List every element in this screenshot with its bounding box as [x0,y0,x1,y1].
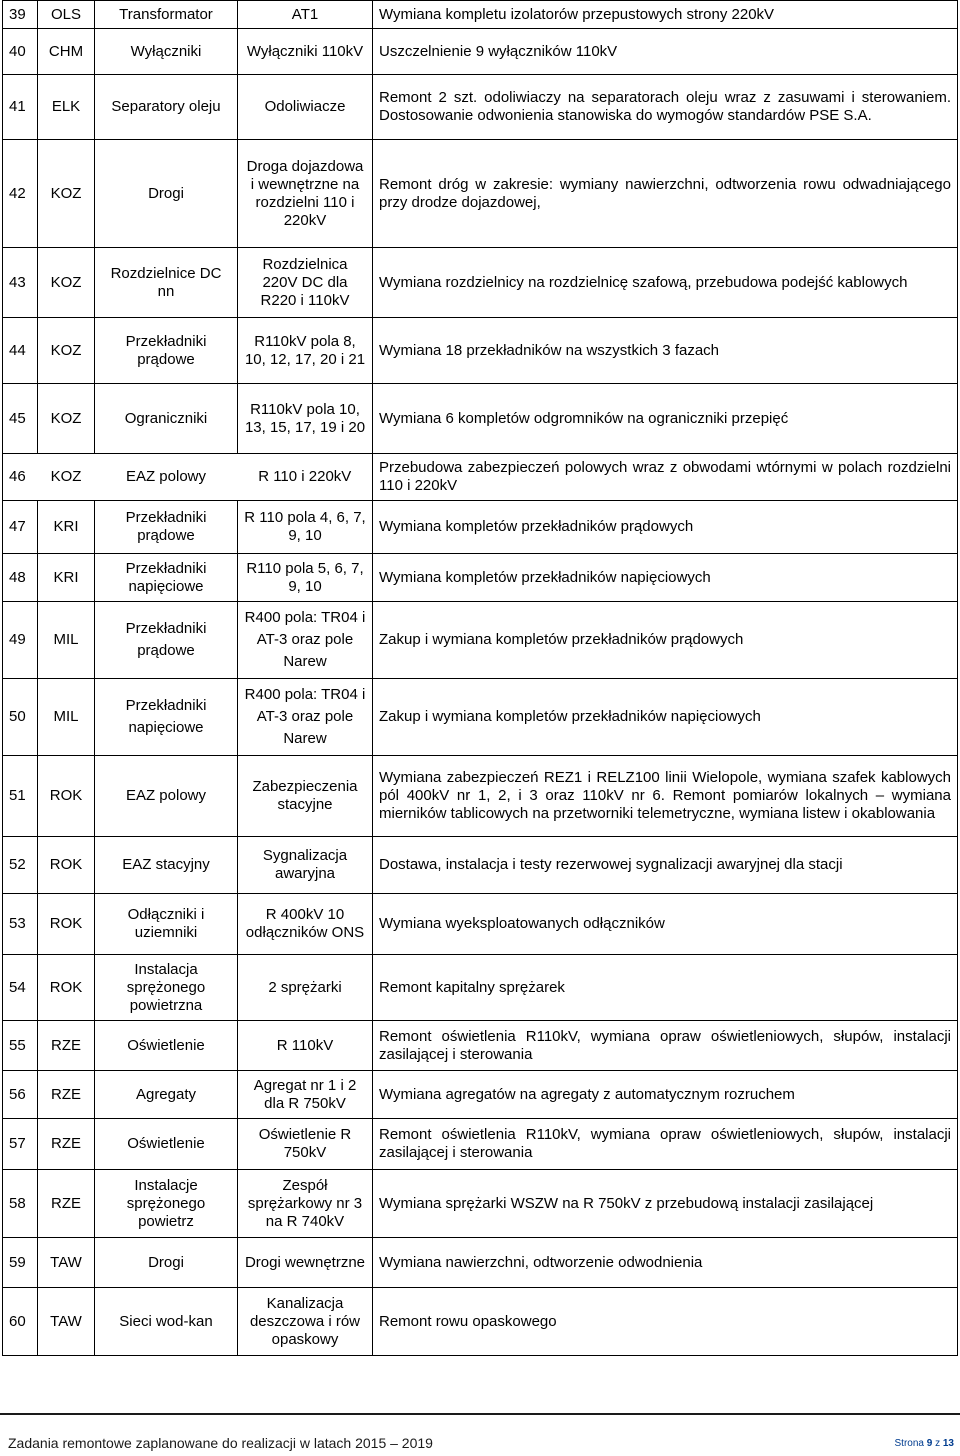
cell-device-type: Agregaty [95,1071,238,1119]
table-row [3,29,958,75]
cell-location: Wyłączniki 110kV [238,29,373,75]
cell-location: Zespół sprężarkowy nr 3 na R 740kV [238,1170,373,1238]
cell-station-code: TAW [38,1288,95,1356]
cell-location: Drogi wewnętrzne [238,1238,373,1288]
cell-device-type: EAZ stacyjny [95,837,238,894]
cell-device-type: Odłączniki i uziemniki [95,894,238,955]
cell-station-code: KOZ [38,454,95,501]
cell-description: Wymiana 18 przekładników na wszystkich 3 fazach [373,318,958,384]
table-row [3,894,958,955]
cell-description: Wymiana kompletów przekładników prądowych [373,501,958,554]
cell-number: 54 [3,955,38,1021]
table-row [3,384,958,454]
cell-description: Wymiana wyeksploatowanych odłączników [373,894,958,955]
table-row [3,756,958,837]
table-row [3,1,958,29]
cell-description: Wymiana agregatów na agregaty z automatycznym rozruchem [373,1071,958,1119]
cell-station-code: ROK [38,837,95,894]
cell-station-code: RZE [38,1021,95,1071]
cell-station-code: ROK [38,756,95,837]
cell-location: Oświetlenie R 750kV [238,1119,373,1170]
cell-number: 60 [3,1288,38,1356]
cell-number: 43 [3,248,38,318]
cell-description: Zakup i wymiana kompletów przekładników napięciowych [373,679,958,756]
cell-device-type: Sieci wod-kan [95,1288,238,1356]
table-row [3,318,958,384]
cell-location: R110kV pola 10, 13, 15, 17, 19 i 20 [238,384,373,454]
cell-description: Remont rowu opaskowego [373,1288,958,1356]
cell-location: Sygnalizacja awaryjna [238,837,373,894]
cell-station-code: MIL [38,602,95,679]
table-row [3,1071,958,1119]
table-row [3,1021,958,1071]
cell-description: Zakup i wymiana kompletów przekładników prądowych [373,602,958,679]
cell-number: 53 [3,894,38,955]
cell-location: Rozdzielnica 220V DC dla R220 i 110kV [238,248,373,318]
cell-device-type: Oświetlenie [95,1119,238,1170]
cell-station-code: KRI [38,501,95,554]
cell-number: 39 [3,1,38,29]
cell-device-type: Instalacje sprężonego powietrz [95,1170,238,1238]
page-sep: z [935,1438,941,1449]
cell-number: 50 [3,679,38,756]
cell-device-type: Transformator [95,1,238,29]
cell-station-code: RZE [38,1119,95,1170]
cell-station-code: ELK [38,75,95,140]
table-row [3,1238,958,1288]
footer-separator [0,1413,960,1415]
cell-number: 51 [3,756,38,837]
cell-location: R110kV pola 8, 10, 12, 17, 20 i 21 [238,318,373,384]
cell-device-type: Drogi [95,140,238,248]
maintenance-tasks-table [2,0,958,1356]
cell-number: 52 [3,837,38,894]
cell-number: 42 [3,140,38,248]
cell-location: Agregat nr 1 i 2 dla R 750kV [238,1071,373,1119]
cell-station-code: RZE [38,1071,95,1119]
table-row [3,837,958,894]
table-row [3,554,958,602]
cell-number: 49 [3,602,38,679]
cell-description: Remont oświetlenia R110kV, wymiana opraw oświetleniowych, słupów, instalacji zasilającej i sterowania [373,1021,958,1071]
cell-location: AT1 [238,1,373,29]
cell-description: Remont 2 szt. odoliwiaczy na separatorach oleju wraz z zasuwami i sterowaniem. Dostosowanie odwonienia stanowiska do wymogów standardów PSE S.A. [373,75,958,140]
cell-number: 41 [3,75,38,140]
cell-description: Wymiana kompletów przekładników napięciowych [373,554,958,602]
cell-device-type: Rozdzielnice DC nn [95,248,238,318]
cell-description: Dostawa, instalacja i testy rezerwowej sygnalizacji awaryjnej dla stacji [373,837,958,894]
table-body [3,1,958,1356]
cell-device-type: Przekładniki prądowe [95,501,238,554]
cell-number: 48 [3,554,38,602]
cell-location: R400 pola: TR04 i AT-3 oraz pole Narew [238,679,373,756]
cell-device-type: Drogi [95,1238,238,1288]
cell-description: Remont dróg w zakresie: wymiany nawierzchni, odtworzenia rowu odwadniającego przy drodze dojazdowej, [373,140,958,248]
cell-station-code: KRI [38,554,95,602]
cell-station-code: ROK [38,894,95,955]
cell-device-type: Separatory oleju [95,75,238,140]
cell-location: R 110 i 220kV [238,454,373,501]
cell-device-type: Przekładniki prądowe [95,602,238,679]
cell-device-type: Przekładniki napięciowe [95,679,238,756]
cell-location: R 400kV 10 odłączników ONS [238,894,373,955]
cell-station-code: KOZ [38,248,95,318]
table-row [3,1288,958,1356]
cell-station-code: KOZ [38,140,95,248]
cell-device-type: EAZ polowy [95,756,238,837]
cell-device-type: Wyłączniki [95,29,238,75]
cell-device-type: Przekładniki prądowe [95,318,238,384]
cell-location: R400 pola: TR04 i AT-3 oraz pole Narew [238,602,373,679]
cell-device-type: Instalacja sprężonego powietrzna [95,955,238,1021]
table-row [3,248,958,318]
table-row [3,1170,958,1238]
cell-location: Kanalizacja deszczowa i rów opaskowy [238,1288,373,1356]
cell-location: Droga dojazdowa i wewnętrzne na rozdzielni 110 i 220kV [238,140,373,248]
cell-station-code: MIL [38,679,95,756]
cell-station-code: OLS [38,1,95,29]
cell-description: Wymiana sprężarki WSZW na R 750kV z przebudową instalacji zasilającej [373,1170,958,1238]
page-total: 13 [942,1438,954,1449]
cell-station-code: TAW [38,1238,95,1288]
cell-device-type: EAZ polowy [95,454,238,501]
cell-description: Uszczelnienie 9 wyłączników 110kV [373,29,958,75]
cell-number: 40 [3,29,38,75]
cell-location: R 110kV [238,1021,373,1071]
page-current: 9 [926,1438,933,1449]
cell-description: Remont oświetlenia R110kV, wymiana opraw oświetleniowych, słupów, instalacji zasilającej i sterowania [373,1119,958,1170]
cell-station-code: ROK [38,955,95,1021]
cell-location: Odoliwiacze [238,75,373,140]
table-row [3,955,958,1021]
cell-station-code: KOZ [38,384,95,454]
cell-location: Zabezpieczenia stacyjne [238,756,373,837]
cell-station-code: CHM [38,29,95,75]
cell-number: 55 [3,1021,38,1071]
cell-number: 44 [3,318,38,384]
table-row [3,679,958,756]
cell-number: 58 [3,1170,38,1238]
table-row [3,501,958,554]
cell-number: 47 [3,501,38,554]
footer-title: Zadania remontowe zaplanowane do realizacji w latach 2015 – 2019 [8,1435,433,1451]
cell-station-code: RZE [38,1170,95,1238]
cell-description: Remont kapitalny sprężarek [373,955,958,1021]
table-row [3,140,958,248]
table-row [3,1119,958,1170]
cell-number: 46 [3,454,38,501]
cell-number: 45 [3,384,38,454]
page-number [895,1438,955,1449]
cell-description: Wymiana zabezpieczeń REZ1 i RELZ100 linii Wielopole, wymiana szafek kablowych pól 400kV nr 1, 2, i 3 oraz 110kV nr 6. Remont pomiarów lokalnych – wymiana mierników tablicowych na przetworniki telemetryczne, wymiana listew i okablowania [373,756,958,837]
cell-device-type: Przekładniki napięciowe [95,554,238,602]
cell-location: R110 pola 5, 6, 7, 9, 10 [238,554,373,602]
cell-description: Wymiana kompletu izolatorów przepustowych strony 220kV [373,1,958,29]
table-row [3,602,958,679]
cell-location: 2 sprężarki [238,955,373,1021]
cell-device-type: Oświetlenie [95,1021,238,1071]
table-row [3,454,958,501]
cell-number: 56 [3,1071,38,1119]
cell-number: 57 [3,1119,38,1170]
cell-description: Wymiana 6 kompletów odgromników na ograniczniki przepięć [373,384,958,454]
cell-description: Wymiana rozdzielnicy na rozdzielnicę szafową, przebudowa podejść kablowych [373,248,958,318]
cell-station-code: KOZ [38,318,95,384]
cell-description: Wymiana nawierzchni, odtworzenie odwodnienia [373,1238,958,1288]
table-row [3,75,958,140]
cell-number: 59 [3,1238,38,1288]
page-label: Strona [894,1438,924,1449]
cell-location: R 110 pola 4, 6, 7, 9, 10 [238,501,373,554]
cell-description: Przebudowa zabezpieczeń polowych wraz z obwodami wtórnymi w polach rozdzielni 110 i 220kV [373,454,958,501]
cell-device-type: Ograniczniki [95,384,238,454]
